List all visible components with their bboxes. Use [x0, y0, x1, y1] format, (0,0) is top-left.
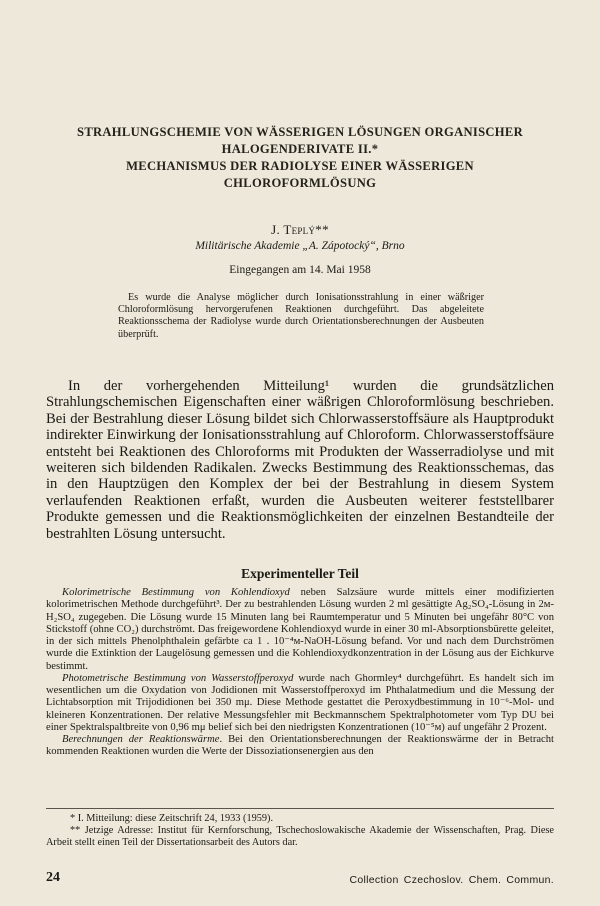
paragraph-lead: Berechnungen der Reaktionswärme [62, 734, 220, 745]
author-affiliation: Militärische Akademie „A. Zápotocký“, Brno [195, 240, 405, 252]
abstract: Es wurde die Analyse möglicher durch Ionisationsstrahlung in einer wäßriger Chloroformlösung hervorgerufenen Reaktionen durchgeführt. Das abgeleitete Reaktionsschema der Radiolyse wurde durch Orientationsberechnungen der Ausbeuten überprüft. [118, 292, 484, 340]
title-line: HALOGENDERIVATE II.* [221, 142, 379, 156]
intro-paragraph: In der vorhergehenden Mitteilung¹ wurden die grundsätzlichen Strahlungschemischen Eigenschaften einer wäßrigen Chloroformlösung beschrieben. Bei der Bestrahlung dieser Lösung bildet sich Chlorwasserstoffsäure als Hauptprodukt indirekter Einwirkung der Ionisationsstrahlung auf Chloroform. Chlorwasserstoffsäure entsteht bei Reaktionen des Chloroforms mit Produkten der Wasserradiolyse und mit weiteren sich bildenden Radikalen. Zwecks Bestimmung des Reaktionsschemas, das in den Hauptzügen den Komplex der bei der Bestrahlung in diesem System verlaufenden Reaktionen erfaßt, wurden die Ausbeuten weiterer feststellbarer Produkte gemessen und die Reaktionsmöglichkeiten der einzelnen Bestandteile der bestrahlten Lösung untersucht. [46, 378, 554, 542]
author-name: J. Teplý** [271, 222, 329, 237]
page-number: 24 [46, 870, 60, 885]
journal-name: Collection Czechoslov. Chem. Commun. [349, 874, 554, 886]
footnote: * I. Mitteilung: diese Zeitschrift 24, 1933 (1959). [70, 813, 274, 824]
experimental-section [46, 587, 554, 759]
paragraph-text: wurde nach Ghormley⁴ durchgeführt. Es handelt sich im wesentlichen um die Oxydation von Jodidionen mit Wasserstoffperoxyd im Phthalatmedium und die Messung der Lichtabsorption mit Trijodidionen bei 350 mμ. Diese Methode gestattet die Peroxydbestimmung in 10⁻⁶-Mol- und kleineren Konzentrationen. Der relative Messungsfehler mit Beckmannschem Spektralphotometer vom Typ DU bei einer Spektralspaltbreite von 0,96 mμ belief sich bei den niedrigsten Konzentrationen (10⁻⁵м) auf ungefähr 2 Prozent. [46, 672, 554, 733]
footnote-divider [46, 808, 554, 809]
section-heading: Experimenteller Teil [241, 566, 359, 581]
footnotes [46, 813, 554, 850]
received-date: Eingegangen am 14. Mai 1958 [229, 264, 371, 276]
paragraph-reaktionswaerme [46, 734, 554, 759]
paragraph-photometrie [46, 673, 554, 734]
title-line: CHLOROFORMLÖSUNG [223, 176, 377, 190]
paragraph-kolorimetrie [46, 587, 554, 673]
article-title [40, 124, 560, 192]
paragraph-lead: Photometrische Bestimmung von Wasserstoffperoxyd [62, 672, 294, 684]
title-line: MECHANISMUS DER RADIOLYSE EINER WÄSSERIGEN [126, 159, 474, 173]
title-line: STRAHLUNGSCHEMIE VON WÄSSERIGEN LÖSUNGEN ORGANISCHER [77, 125, 523, 139]
paragraph-text: . Bei den Orientationsberechnungen der Reaktionswärme der in Betracht kommenden Reaktionen wurden die Werte der Dissoziationsenergien aus den [46, 734, 555, 758]
paragraph-text: neben Salzsäure wurde mittels einer modifizierten kolorimetrischen Methode durchgeführt³. Der zu bestrahlenden Lösung wurden 2 ml gesättigte Ag₂SO₄-Lösung in 2м-H₂SO₄ zugegeben. Die Lösung wurde 15 Minuten lang bei Raumtemperatur und 5 Minuten bei ungefähr 80°C von Stickstoff (ohne CO₂) durchströmt. Das freigewordene Kohlendioxyd wurde in einer 30 ml-Absorptionsbürette geleitet, in der sich mittels Phenolphthalein gefärbte ca 1 . 10⁻⁴м-NaOH-Lösung befand. Vor und nach dem Durchströmen wurde die Extinktion der Laugelösung gemessen und die Kohlendioxydkonzentration in der Lösung aus der Eichkurve bestimmt. [46, 587, 554, 672]
paragraph-lead: Kolorimetrische Bestimmung von Kohlendioxyd [62, 587, 290, 598]
footnote: ** Jetzige Adresse: Institut für Kernforschung, Tschechoslowakische Akademie der Wissenschaften, Prag. Diese Arbeit stellt einen Teil der Dissertationsarbeit des Autors dar. [46, 825, 554, 849]
